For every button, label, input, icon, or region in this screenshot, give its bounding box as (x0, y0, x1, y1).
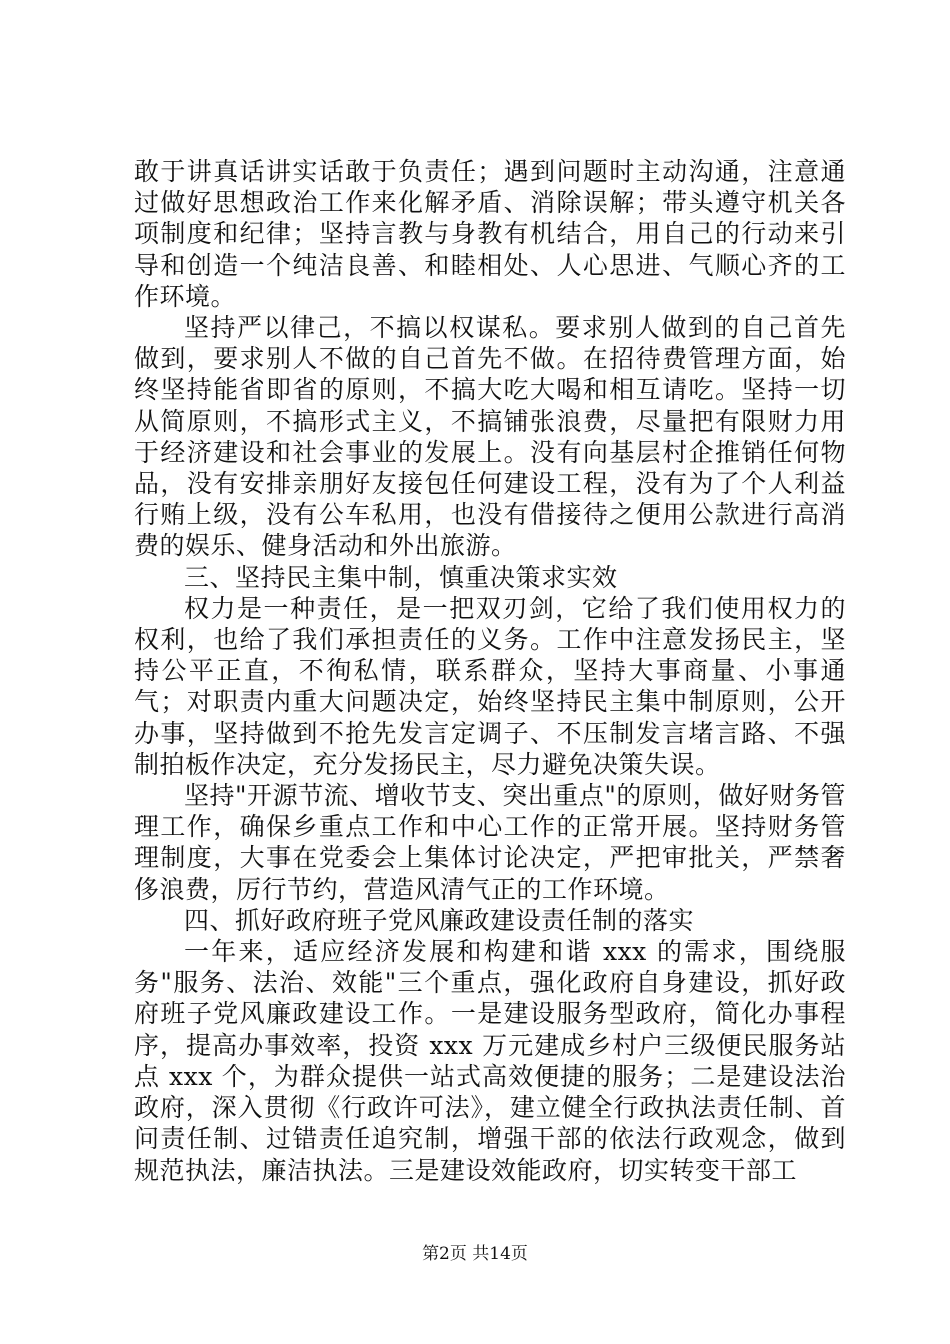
section-heading-3: 三、坚持民主集中制，慎重决策求实效 (184, 562, 618, 592)
paragraph-4: 坚持"开源节流、增收节支、突出重点"的原则，做好财务管理工作，确保乡重点工作和中心工作的正常开展。坚持财务管理制度，大事在党委会上集体讨论决定，严把审批关，严禁奢侈浪费，厉行节约，营造风清气正的工作环境。 (134, 781, 846, 904)
paragraph-2: 坚持严以律己，不搞以权谋私。要求别人做到的自己首先做到，要求别人不做的自己首先不做。在招待费管理方面，始终坚持能省即省的原则，不搞大吃大喝和相互请吃。坚持一切从简原则，不搞形式主义，不搞铺张浪费，尽量把有限财力用于经济建设和社会事业的发展上。没有向基层村企推销任何物品，没有安排亲朋好友接包任何建设工程，没有为了个人利益行贿上级，没有公车私用，也没有借接待之便用公款进行高消费的娱乐、健身活动和外出旅游。 (134, 313, 846, 561)
paragraph-3: 权力是一种责任，是一把双刃剑，它给了我们使用权力的权利，也给了我们承担责任的义务。工作中注意发扬民主，坚持公平正直，不徇私情，联系群众，坚持大事商量、小事通气；对职责内重大问题决定，始终坚持民主集中制原则，公开办事，坚持做到不抢先发言定调子、不压制发言堵言路、不强制拍板作决定，充分发扬民主，尽力避免决策失误。 (134, 593, 846, 779)
section-heading-4: 四、抓好政府班子党风廉政建设责任制的落实 (184, 905, 695, 935)
page-footer: 第2页 共14页 (422, 1244, 528, 1264)
document-body (134, 156, 846, 1186)
paragraph-1: 敢于讲真话讲实话敢于负责任；遇到问题时主动沟通，注意通过做好思想政治工作来化解矛盾、消除误解；带头遵守机关各项制度和纪律；坚持言教与身教有机结合，用自己的行动来引导和创造一个纯洁良善、和睦相处、人心思进、气顺心齐的工作环境。 (134, 157, 846, 311)
paragraph-5: 一年来，适应经济发展和构建和谐 xxx 的需求，围绕服务"服务、法治、效能"三个重点，强化政府自身建设，抓好政府班子党风廉政建设工作。一是建设服务型政府，简化办事程序，提高办事效率，投资 xxx 万元建成乡村户三级便民服务站点 xxx 个，为群众提供一站式高效便捷的服务；二是建设法治政府，深入贯彻《行政许可法》，建立健全行政执法责任制、首问责任制、过错责任追究制，增强干部的依法行政观念，做到规范执法，廉洁执法。三是建设效能政府，切实转变干部工 (134, 937, 846, 1185)
